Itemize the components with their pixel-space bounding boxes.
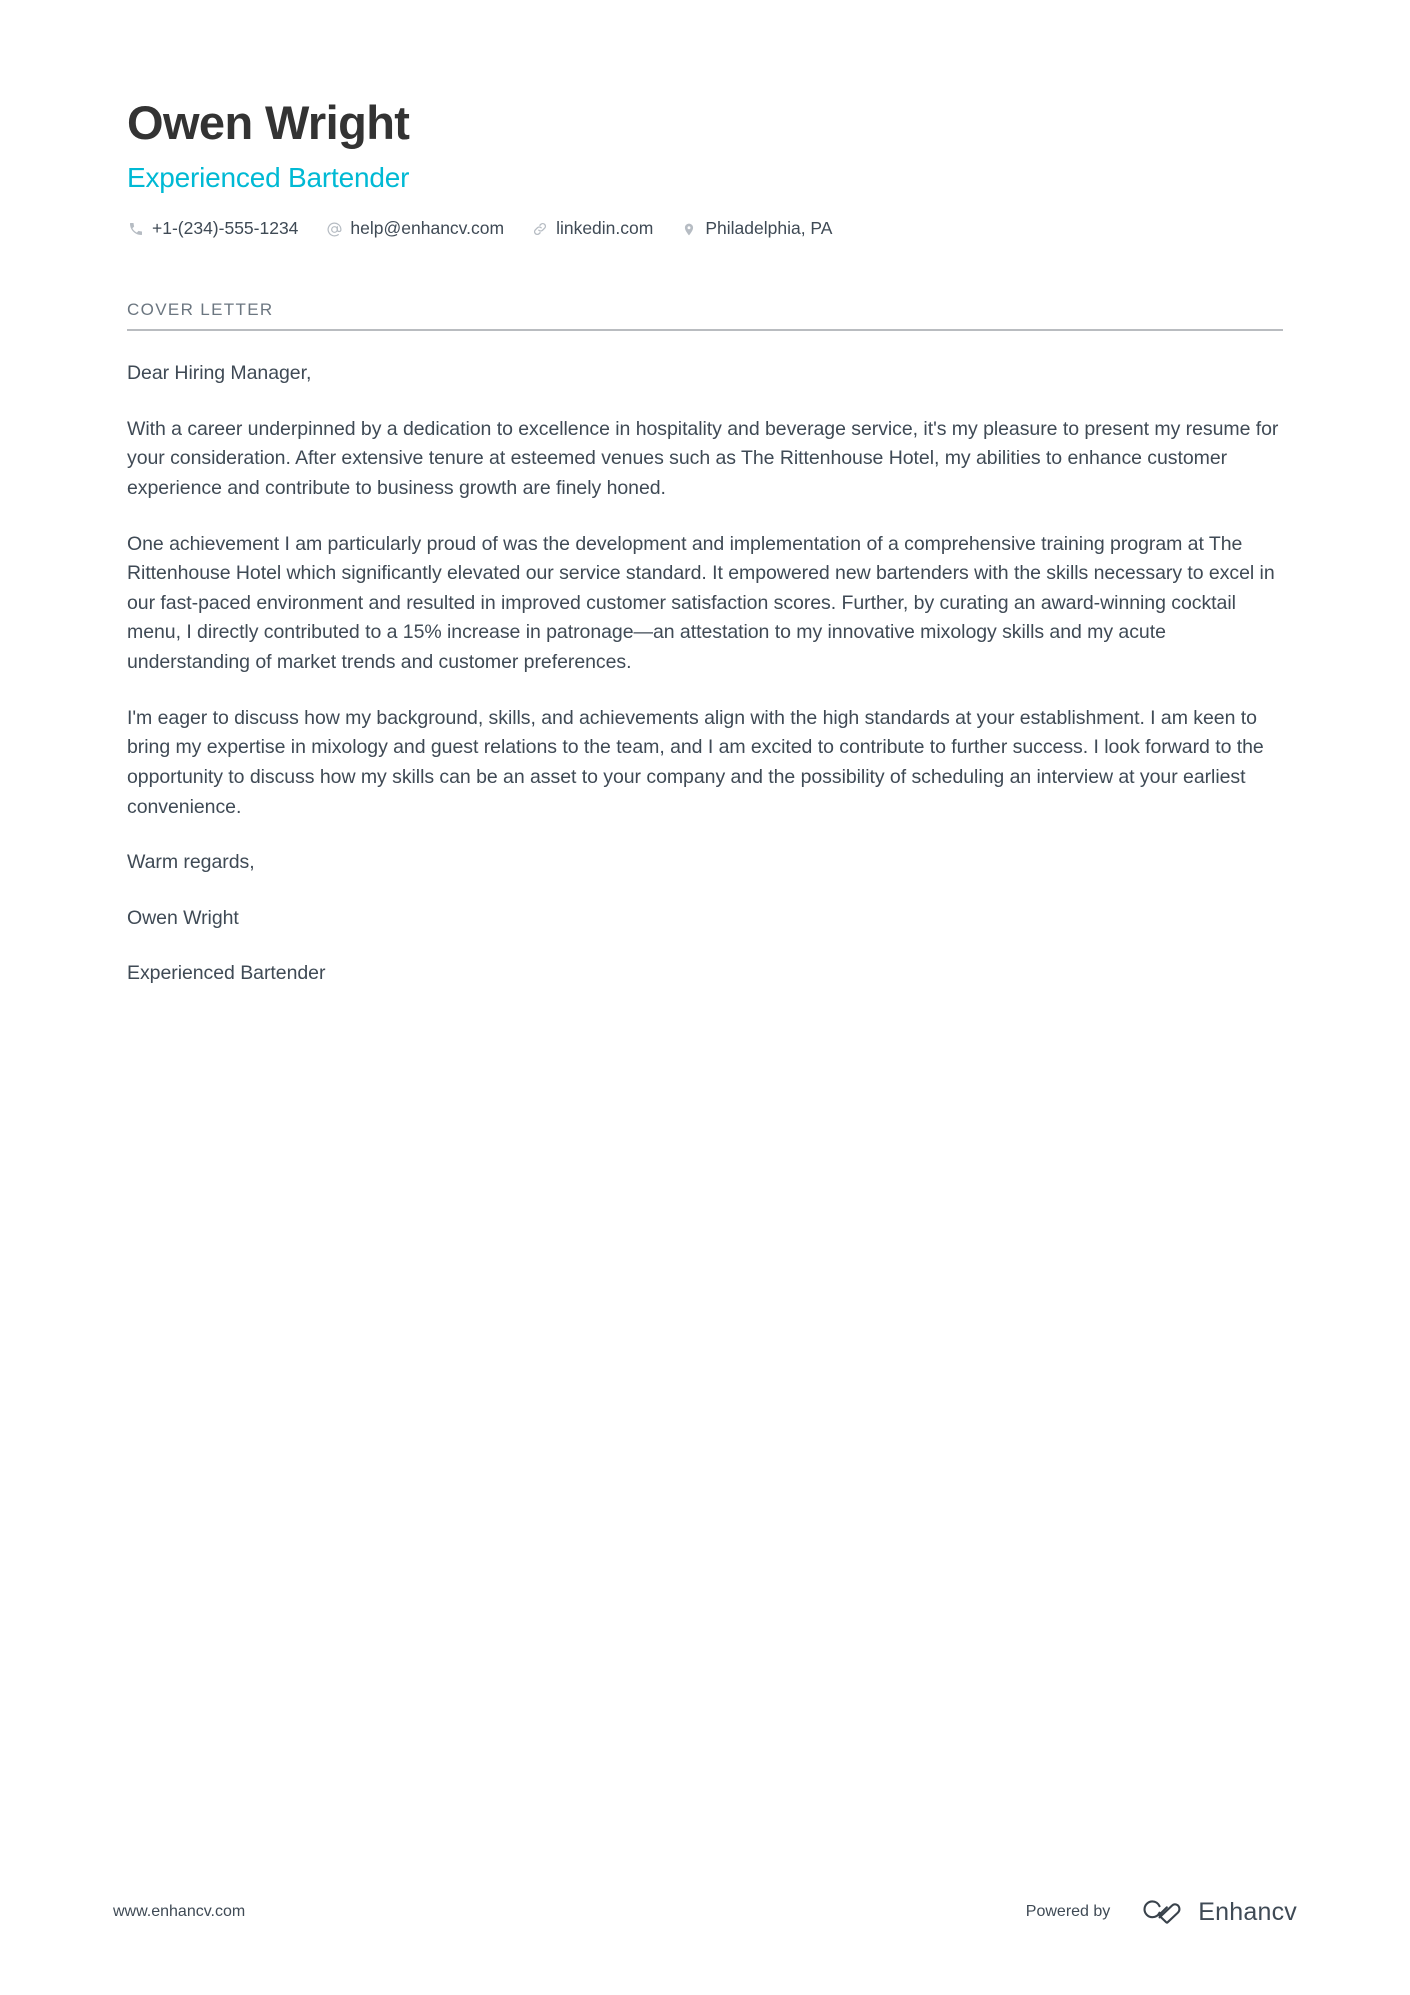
link-icon	[531, 220, 549, 238]
signature-title: Experienced Bartender	[127, 962, 326, 985]
letter-salutation: Dear Hiring Manager,	[127, 362, 312, 385]
signature-name: Owen Wright	[127, 906, 239, 929]
email-at-icon	[325, 220, 343, 238]
powered-by-label: Powered by	[1025, 1903, 1111, 1920]
footer-website-url[interactable]: www.enhancv.com	[113, 1903, 246, 1920]
page-footer	[0, 1897, 1410, 1927]
contact-email-text: help@enhancv.com	[350, 218, 505, 239]
document-header	[0, 0, 1410, 238]
contact-location	[680, 220, 832, 238]
job-title: Experienced Bartender	[127, 161, 410, 193]
contact-linkedin[interactable]	[531, 220, 653, 238]
letter-paragraph-2: One achievement I am particularly proud of was the development and implementation of a comprehensive training program at The Rittenhouse Hotel which significantly elevated our service standard. It empowered new bartenders with the skills necessary to excel in our fast-paced environment and resulted in improved customer satisfaction scores. Further, by curating an award-winning cocktail menu, I directly contributed to a 15% increase in patronage—an attestation to my innovative mixology skills and my acute understanding of market trends and customer preferences.	[127, 532, 1275, 674]
enhancv-logo-icon	[1134, 1897, 1186, 1927]
page-title: Owen Wright	[127, 96, 410, 149]
contact-linkedin-text: linkedin.com	[556, 218, 654, 239]
footer-branding	[1026, 1897, 1297, 1927]
contact-email[interactable]	[325, 220, 504, 238]
phone-icon	[127, 220, 145, 238]
contact-location-text: Philadelphia, PA	[705, 218, 833, 239]
section-heading: COVER LETTER	[127, 300, 274, 320]
cover-letter-section	[0, 300, 1410, 989]
letter-paragraph-3: I'm eager to discuss how my background, skills, and achievements align with the high standards at your establishment. I am keen to bring my expertise in mixology and guest relations to the team, and I am excited to contribute to further success. I look forward to the opportunity to discuss how my skills can be an asset to your company and the possibility of scheduling an interview at your earliest convenience.	[127, 706, 1264, 818]
contact-phone[interactable]	[127, 220, 298, 238]
enhancv-brand-name: Enhancv	[1198, 1897, 1297, 1926]
letter-paragraph-1: With a career underpinned by a dedication to excellence in hospitality and beverage service, it's my pleasure to present my resume for your consideration. After extensive tenure at esteemed venues such as The Rittenhouse Hotel, my abilities to enhance customer experience and contribute to business growth are finely honed.	[127, 417, 1279, 499]
location-pin-icon	[680, 220, 698, 238]
contact-phone-text: +1-(234)-555-1234	[152, 218, 299, 239]
letter-body	[127, 359, 1283, 989]
contact-row	[127, 220, 1283, 238]
letter-closing: Warm regards,	[127, 851, 255, 874]
section-divider	[127, 329, 1283, 331]
